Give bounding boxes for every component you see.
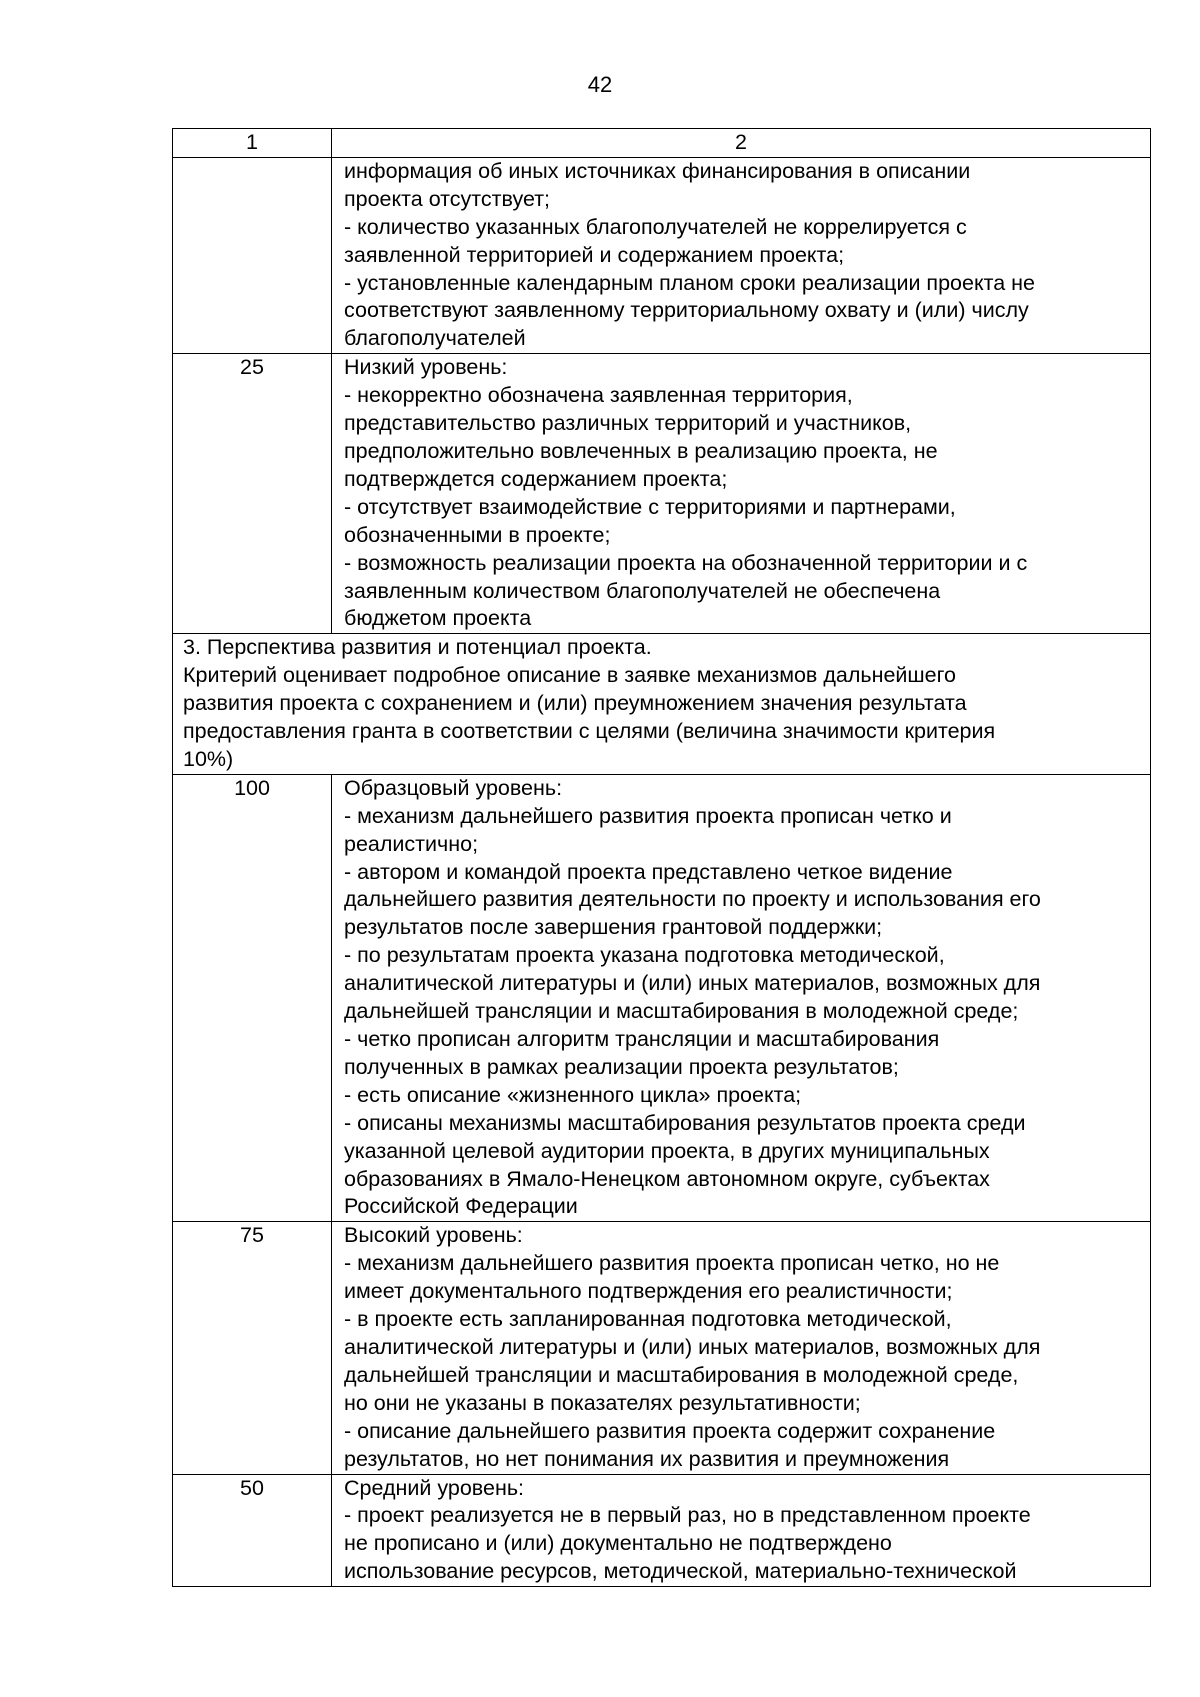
text-line: результатов после завершения грантовой поддержки; <box>344 915 883 940</box>
description-cell <box>332 774 1151 1222</box>
text-line: - возможность реализации проекта на обозначенной территории и с <box>344 550 1028 575</box>
text-line: дальнейшей трансляции и масштабирования в молодежной среде; <box>344 999 1019 1024</box>
text-line: - описаны механизмы масштабирования результатов проекта среди <box>344 1110 1026 1135</box>
text-line: аналитической литературы и (или) иных материалов, возможных для <box>344 1334 1041 1359</box>
text-line: дальнейшей трансляции и масштабирования в молодежной среде, <box>344 1362 1019 1387</box>
level-title: Низкий уровень: <box>344 355 508 380</box>
text-line: - количество указанных благополучателей не коррелируется с <box>344 214 967 239</box>
text-line: - некорректно обозначена заявленная территория, <box>344 383 853 408</box>
score-cell: 75 <box>173 1222 332 1474</box>
text-line: - есть описание «жизненного цикла» проекта; <box>344 1082 802 1107</box>
level-title: Средний уровень: <box>344 1475 524 1500</box>
text-line: благополучателей <box>344 326 526 351</box>
level-title: Высокий уровень: <box>344 1223 523 1248</box>
text-line: Российской Федерации <box>344 1194 578 1219</box>
text-line: - установленные календарным планом сроки реализации проекта не <box>344 270 1035 295</box>
description-cell <box>332 157 1151 353</box>
column-header-2: 2 <box>332 129 1151 158</box>
text-line: обозначенными в проекте; <box>344 522 611 547</box>
score-cell: 100 <box>173 774 332 1222</box>
description-cell <box>332 1474 1151 1587</box>
score-cell: 25 <box>173 354 332 634</box>
text-line: дальнейшего развития деятельности по проекту и использования его <box>344 887 1041 912</box>
text-line: образованиях в Ямало-Ненецком автономном округе, субъектах <box>344 1166 990 1191</box>
text-line: - автором и командой проекта представлено четкое видение <box>344 859 953 884</box>
text-line: указанной целевой аудитории проекта, в других муниципальных <box>344 1138 990 1163</box>
text-line: предоставления гранта в соответствии с целями (величина значимости критерия <box>183 719 996 744</box>
score-cell: 50 <box>173 1474 332 1587</box>
description-cell <box>332 354 1151 634</box>
table-row <box>173 774 1151 1222</box>
text-line: - описание дальнейшего развития проекта содержит сохранение <box>344 1418 996 1443</box>
table-header-row <box>173 129 1151 158</box>
text-line: - отсутствует взаимодействие с территориями и партнерами, <box>344 494 956 519</box>
text-line: заявленной территорией и содержанием проекта; <box>344 242 845 267</box>
table-row <box>173 1222 1151 1474</box>
text-line: не прописано и (или) документально не подтверждено <box>344 1531 892 1556</box>
text-line: результатов, но нет понимания их развития и преумножения <box>344 1446 950 1471</box>
text-line: предположительно вовлеченных в реализацию проекта, не <box>344 438 938 463</box>
text-line: представительство различных территорий и участников, <box>344 411 912 436</box>
text-line: использование ресурсов, методической, материально-технической <box>344 1559 1017 1584</box>
text-line: - четко прописан алгоритм трансляции и масштабирования <box>344 1027 940 1051</box>
text-line: - механизм дальнейшего развития проекта прописан четко, но не <box>344 1251 1000 1276</box>
text-line: - проект реализуется не в первый раз, но в представленном проекте <box>344 1503 1031 1528</box>
table-row <box>173 157 1151 353</box>
section-row <box>173 634 1151 775</box>
criteria-table <box>172 128 1151 1587</box>
text-line: - по результатам проекта указана подготовка методической, <box>344 943 945 968</box>
text-line: информация об иных источниках финансирования в описании <box>344 158 971 183</box>
table-row <box>173 1474 1151 1587</box>
text-line: аналитической литературы и (или) иных материалов, возможных для <box>344 971 1041 996</box>
level-title: Образцовый уровень: <box>344 775 563 800</box>
section-title: 3. Перспектива развития и потенциал проекта. <box>183 635 652 660</box>
text-line: реалистично; <box>344 831 479 856</box>
text-line: подтверждется содержанием проекта; <box>344 466 728 491</box>
section-cell <box>173 634 1151 775</box>
text-line: полученных в рамках реализации проекта результатов; <box>344 1054 899 1079</box>
text-line: - механизм дальнейшего развития проекта прописан четко и <box>344 803 952 828</box>
text-line: но они не указаны в показателях результативности; <box>344 1390 861 1415</box>
text-line: проекта отсутствует; <box>344 186 551 211</box>
text-line: бюджетом проекта <box>344 606 532 631</box>
description-cell <box>332 1222 1151 1474</box>
table-row <box>173 354 1151 634</box>
score-cell <box>173 157 332 353</box>
text-line: развития проекта с сохранением и (или) преумножением значения результата <box>183 691 967 716</box>
text-line: заявленным количеством благополучателей не обеспечена <box>344 578 941 603</box>
text-line: Критерий оценивает подробное описание в заявке механизмов дальнейшего <box>183 663 956 688</box>
page-number: 42 <box>587 72 613 97</box>
text-line: - в проекте есть запланированная подготовка методической, <box>344 1307 952 1332</box>
text-line: имеет документального подтверждения его реалистичности; <box>344 1279 953 1304</box>
text-line: 10%) <box>183 746 234 771</box>
column-header-1: 1 <box>173 129 332 158</box>
text-line: соответствуют заявленному территориальному охвату и (или) числу <box>344 298 1029 323</box>
